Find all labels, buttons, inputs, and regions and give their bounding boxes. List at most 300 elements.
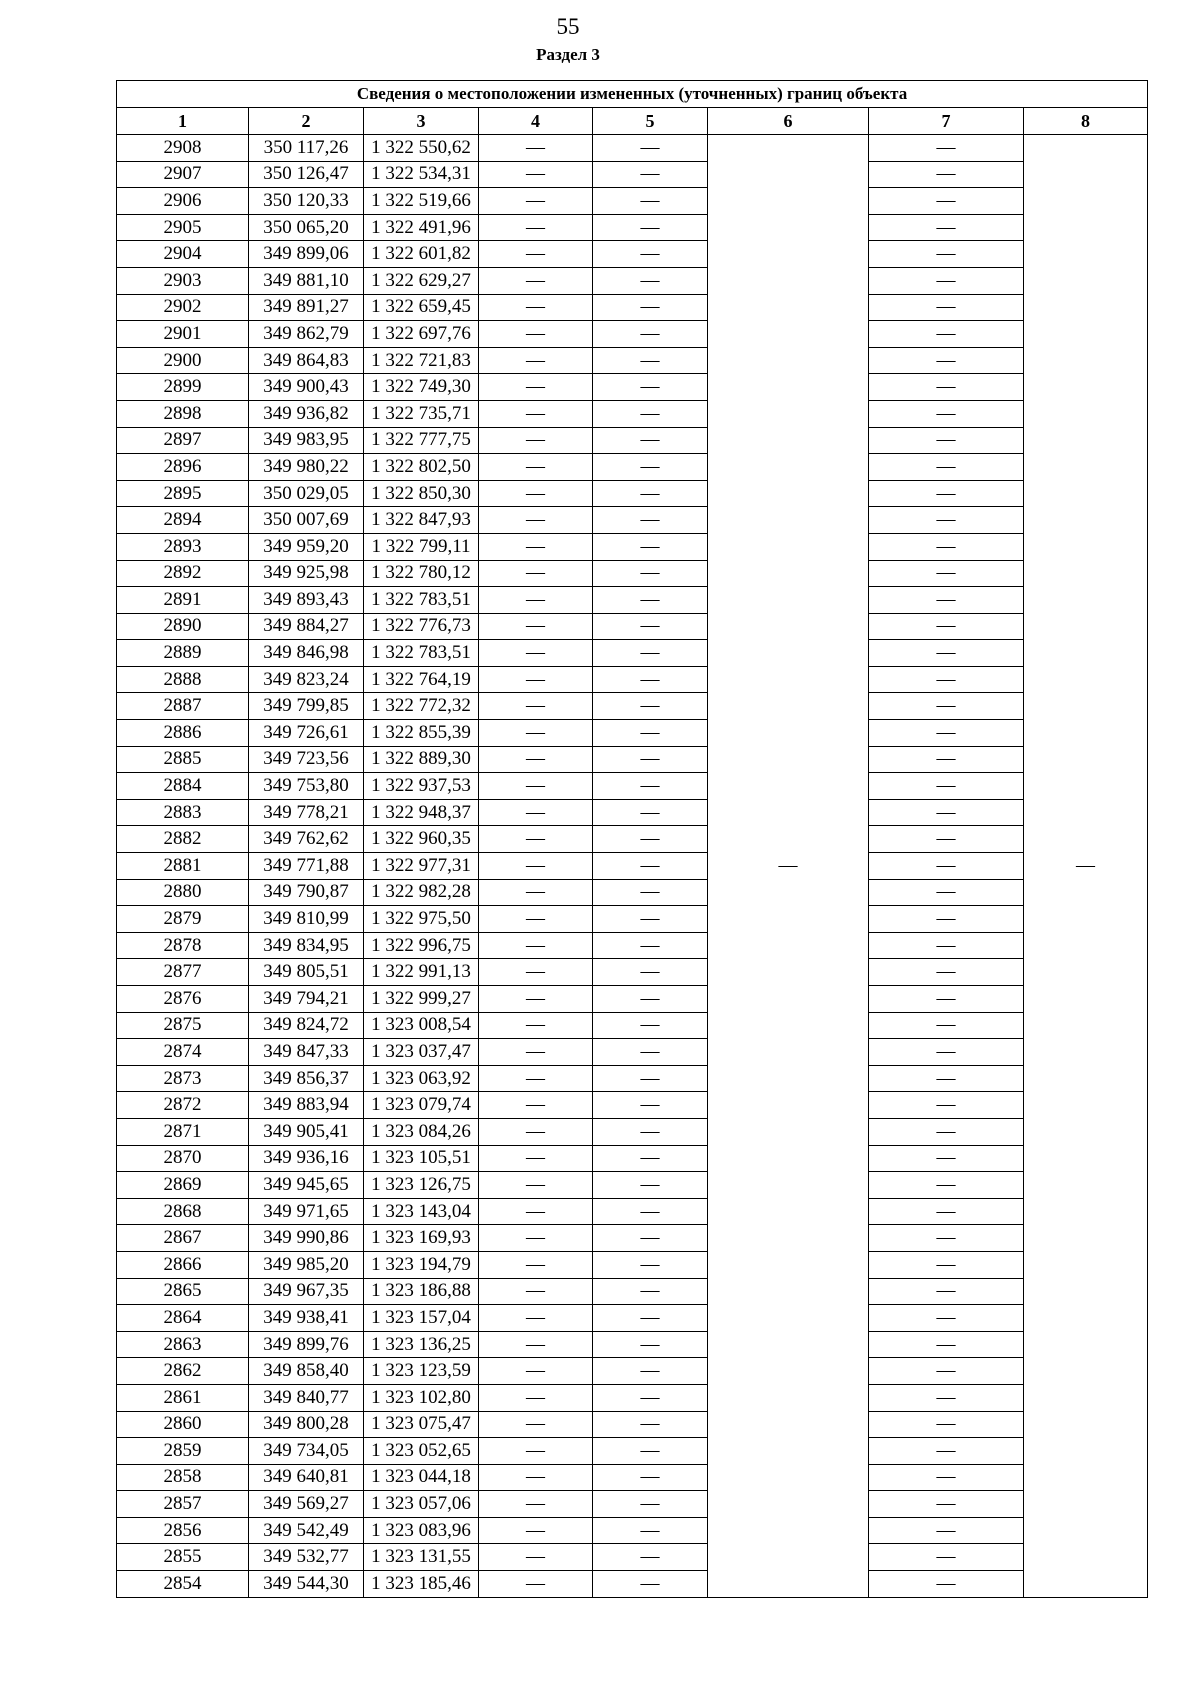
column-5-dash-cell: — <box>593 773 708 800</box>
x-coordinate-cell: 349 925,98 <box>249 560 364 587</box>
column-7-dash-cell: — <box>869 427 1024 454</box>
column-7-dash-cell: — <box>869 135 1024 162</box>
x-coordinate-cell: 349 569,27 <box>249 1491 364 1518</box>
y-coordinate-cell: 1 322 749,30 <box>364 374 479 401</box>
x-coordinate-cell: 349 881,10 <box>249 267 364 294</box>
column-5-dash-cell: — <box>593 400 708 427</box>
column-7-dash-cell: — <box>869 746 1024 773</box>
y-coordinate-cell: 1 323 057,06 <box>364 1491 479 1518</box>
column-4-dash-cell: — <box>479 507 593 534</box>
y-coordinate-cell: 1 323 131,55 <box>364 1544 479 1571</box>
column-4-dash-cell: — <box>479 1172 593 1199</box>
table-row <box>117 294 1148 321</box>
table-row <box>117 374 1148 401</box>
column-5-dash-cell: — <box>593 1438 708 1465</box>
x-coordinate-cell: 349 967,35 <box>249 1278 364 1305</box>
point-number-cell: 2872 <box>117 1092 249 1119</box>
table-row <box>117 853 1148 880</box>
x-coordinate-cell: 349 805,51 <box>249 959 364 986</box>
table-row <box>117 347 1148 374</box>
column-4-dash-cell: — <box>479 959 593 986</box>
point-number-cell: 2871 <box>117 1118 249 1145</box>
x-coordinate-cell: 349 900,43 <box>249 374 364 401</box>
column-5-dash-cell: — <box>593 879 708 906</box>
y-coordinate-cell: 1 323 063,92 <box>364 1065 479 1092</box>
column-5-dash-cell: — <box>593 640 708 667</box>
table-row <box>117 454 1148 481</box>
x-coordinate-cell: 349 542,49 <box>249 1517 364 1544</box>
column-5-dash-cell: — <box>593 1012 708 1039</box>
column-4-dash-cell: — <box>479 1092 593 1119</box>
point-number-cell: 2877 <box>117 959 249 986</box>
y-coordinate-cell: 1 322 855,39 <box>364 720 479 747</box>
y-coordinate-cell: 1 322 889,30 <box>364 746 479 773</box>
column-4-dash-cell: — <box>479 1039 593 1066</box>
column-7-dash-cell: — <box>869 1305 1024 1332</box>
column-number: 7 <box>869 108 1024 135</box>
y-coordinate-cell: 1 322 780,12 <box>364 560 479 587</box>
table-body <box>117 135 1148 1598</box>
table-row <box>117 1331 1148 1358</box>
y-coordinate-cell: 1 323 105,51 <box>364 1145 479 1172</box>
y-coordinate-cell: 1 323 084,26 <box>364 1118 479 1145</box>
column-5-dash-cell: — <box>593 1251 708 1278</box>
point-number-cell: 2894 <box>117 507 249 534</box>
table-row <box>117 879 1148 906</box>
column-7-dash-cell: — <box>869 666 1024 693</box>
y-coordinate-cell: 1 322 772,32 <box>364 693 479 720</box>
y-coordinate-cell: 1 323 143,04 <box>364 1198 479 1225</box>
x-coordinate-cell: 349 734,05 <box>249 1438 364 1465</box>
column-4-dash-cell: — <box>479 1438 593 1465</box>
column-4-dash-cell: — <box>479 1571 593 1598</box>
x-coordinate-cell: 350 120,33 <box>249 188 364 215</box>
column-4-dash-cell: — <box>479 560 593 587</box>
table-row <box>117 587 1148 614</box>
column-4-dash-cell: — <box>479 720 593 747</box>
column-5-dash-cell: — <box>593 746 708 773</box>
column-5-dash-cell: — <box>593 294 708 321</box>
point-number-cell: 2878 <box>117 932 249 959</box>
column-7-dash-cell: — <box>869 1065 1024 1092</box>
column-7-dash-cell: — <box>869 188 1024 215</box>
column-7-dash-cell: — <box>869 294 1024 321</box>
point-number-cell: 2863 <box>117 1331 249 1358</box>
y-coordinate-cell: 1 322 982,28 <box>364 879 479 906</box>
page-number: 55 <box>556 14 580 39</box>
column-5-dash-cell: — <box>593 826 708 853</box>
table-row <box>117 1118 1148 1145</box>
column-number: 1 <box>117 108 249 135</box>
column-7-dash-cell: — <box>869 480 1024 507</box>
x-coordinate-cell: 350 117,26 <box>249 135 364 162</box>
x-coordinate-cell: 349 790,87 <box>249 879 364 906</box>
x-coordinate-cell: 349 778,21 <box>249 799 364 826</box>
point-number-cell: 2907 <box>117 161 249 188</box>
column-7-dash-cell: — <box>869 906 1024 933</box>
table-row <box>117 666 1148 693</box>
column-4-dash-cell: — <box>479 1331 593 1358</box>
point-number-cell: 2889 <box>117 640 249 667</box>
column-4-dash-cell: — <box>479 1118 593 1145</box>
column-5-dash-cell: — <box>593 693 708 720</box>
column-5-dash-cell: — <box>593 1039 708 1066</box>
column-5-dash-cell: — <box>593 533 708 560</box>
y-coordinate-cell: 1 323 052,65 <box>364 1438 479 1465</box>
column-7-dash-cell: — <box>869 533 1024 560</box>
column-5-dash-cell: — <box>593 1172 708 1199</box>
point-number-cell: 2904 <box>117 241 249 268</box>
table-row <box>117 1092 1148 1119</box>
point-number-cell: 2902 <box>117 294 249 321</box>
y-coordinate-cell: 1 323 037,47 <box>364 1039 479 1066</box>
y-coordinate-cell: 1 322 735,71 <box>364 400 479 427</box>
x-coordinate-cell: 350 007,69 <box>249 507 364 534</box>
column-4-dash-cell: — <box>479 1384 593 1411</box>
column-5-dash-cell: — <box>593 1278 708 1305</box>
column-7-dash-cell: — <box>869 959 1024 986</box>
y-coordinate-cell: 1 322 519,66 <box>364 188 479 215</box>
x-coordinate-cell: 349 726,61 <box>249 720 364 747</box>
x-coordinate-cell: 349 891,27 <box>249 294 364 321</box>
column-5-dash-cell: — <box>593 1571 708 1598</box>
column-7-dash-cell: — <box>869 613 1024 640</box>
point-number-cell: 2908 <box>117 135 249 162</box>
column-7-dash-cell: — <box>869 1517 1024 1544</box>
x-coordinate-cell: 350 029,05 <box>249 480 364 507</box>
table-row <box>117 773 1148 800</box>
point-number-cell: 2866 <box>117 1251 249 1278</box>
column-7-dash-cell: — <box>869 347 1024 374</box>
point-number-cell: 2860 <box>117 1411 249 1438</box>
table-row <box>117 1039 1148 1066</box>
column-4-dash-cell: — <box>479 294 593 321</box>
point-number-cell: 2887 <box>117 693 249 720</box>
y-coordinate-cell: 1 322 776,73 <box>364 613 479 640</box>
column-5-dash-cell: — <box>593 241 708 268</box>
column-5-dash-cell: — <box>593 1358 708 1385</box>
y-coordinate-cell: 1 322 977,31 <box>364 853 479 880</box>
y-coordinate-cell: 1 323 044,18 <box>364 1464 479 1491</box>
x-coordinate-cell: 349 938,41 <box>249 1305 364 1332</box>
y-coordinate-cell: 1 322 960,35 <box>364 826 479 853</box>
x-coordinate-cell: 349 810,99 <box>249 906 364 933</box>
x-coordinate-cell: 349 771,88 <box>249 853 364 880</box>
column-7-dash-cell: — <box>869 267 1024 294</box>
point-number-cell: 2903 <box>117 267 249 294</box>
column-4-dash-cell: — <box>479 321 593 348</box>
column-4-dash-cell: — <box>479 533 593 560</box>
y-coordinate-cell: 1 322 850,30 <box>364 480 479 507</box>
column-7-dash-cell: — <box>869 826 1024 853</box>
table-row <box>117 533 1148 560</box>
y-coordinate-cell: 1 322 783,51 <box>364 640 479 667</box>
column-4-dash-cell: — <box>479 1065 593 1092</box>
table-row <box>117 241 1148 268</box>
table-row <box>117 1251 1148 1278</box>
column-5-dash-cell: — <box>593 507 708 534</box>
x-coordinate-cell: 349 936,82 <box>249 400 364 427</box>
point-number-cell: 2905 <box>117 214 249 241</box>
y-coordinate-cell: 1 322 996,75 <box>364 932 479 959</box>
column-5-dash-cell: — <box>593 1384 708 1411</box>
x-coordinate-cell: 349 544,30 <box>249 1571 364 1598</box>
x-coordinate-cell: 349 856,37 <box>249 1065 364 1092</box>
y-coordinate-cell: 1 322 999,27 <box>364 986 479 1013</box>
x-coordinate-cell: 349 640,81 <box>249 1464 364 1491</box>
column-7-dash-cell: — <box>869 1544 1024 1571</box>
column-4-dash-cell: — <box>479 666 593 693</box>
column-5-dash-cell: — <box>593 1544 708 1571</box>
table-row <box>117 932 1148 959</box>
point-number-cell: 2870 <box>117 1145 249 1172</box>
x-coordinate-cell: 349 858,40 <box>249 1358 364 1385</box>
point-number-cell: 2865 <box>117 1278 249 1305</box>
table-row <box>117 214 1148 241</box>
column-4-dash-cell: — <box>479 613 593 640</box>
point-number-cell: 2875 <box>117 1012 249 1039</box>
y-coordinate-cell: 1 323 102,80 <box>364 1384 479 1411</box>
column-5-dash-cell: — <box>593 454 708 481</box>
column-7-dash-cell: — <box>869 587 1024 614</box>
column-7-dash-cell: — <box>869 1039 1024 1066</box>
point-number-cell: 2858 <box>117 1464 249 1491</box>
column-4-dash-cell: — <box>479 1305 593 1332</box>
column-4-dash-cell: — <box>479 427 593 454</box>
x-coordinate-cell: 349 990,86 <box>249 1225 364 1252</box>
x-coordinate-cell: 349 532,77 <box>249 1544 364 1571</box>
point-number-cell: 2869 <box>117 1172 249 1199</box>
column-5-dash-cell: — <box>593 1198 708 1225</box>
column-4-dash-cell: — <box>479 1251 593 1278</box>
column-7-dash-cell: — <box>869 932 1024 959</box>
point-number-cell: 2861 <box>117 1384 249 1411</box>
table-row <box>117 400 1148 427</box>
column-7-dash-cell: — <box>869 1331 1024 1358</box>
column-8-merged-cell: — <box>1024 135 1148 1598</box>
point-number-cell: 2882 <box>117 826 249 853</box>
column-4-dash-cell: — <box>479 135 593 162</box>
column-5-dash-cell: — <box>593 799 708 826</box>
column-4-dash-cell: — <box>479 932 593 959</box>
column-7-dash-cell: — <box>869 1198 1024 1225</box>
column-5-dash-cell: — <box>593 986 708 1013</box>
table-row <box>117 480 1148 507</box>
column-7-dash-cell: — <box>869 853 1024 880</box>
column-5-dash-cell: — <box>593 1305 708 1332</box>
column-4-dash-cell: — <box>479 826 593 853</box>
y-coordinate-cell: 1 323 185,46 <box>364 1571 479 1598</box>
column-5-dash-cell: — <box>593 932 708 959</box>
x-coordinate-cell: 349 823,24 <box>249 666 364 693</box>
column-7-dash-cell: — <box>869 799 1024 826</box>
x-coordinate-cell: 349 945,65 <box>249 1172 364 1199</box>
x-coordinate-cell: 349 983,95 <box>249 427 364 454</box>
column-4-dash-cell: — <box>479 480 593 507</box>
column-7-dash-cell: — <box>869 773 1024 800</box>
x-coordinate-cell: 349 883,94 <box>249 1092 364 1119</box>
x-coordinate-cell: 349 905,41 <box>249 1118 364 1145</box>
table-row <box>117 1225 1148 1252</box>
point-number-cell: 2898 <box>117 400 249 427</box>
column-4-dash-cell: — <box>479 1278 593 1305</box>
column-7-dash-cell: — <box>869 1464 1024 1491</box>
column-7-dash-cell: — <box>869 640 1024 667</box>
table-row <box>117 799 1148 826</box>
point-number-cell: 2867 <box>117 1225 249 1252</box>
x-coordinate-cell: 349 824,72 <box>249 1012 364 1039</box>
table-row <box>117 1305 1148 1332</box>
column-number-row <box>117 108 1148 135</box>
table-row <box>117 267 1148 294</box>
x-coordinate-cell: 349 840,77 <box>249 1384 364 1411</box>
x-coordinate-cell: 349 899,76 <box>249 1331 364 1358</box>
point-number-cell: 2881 <box>117 853 249 880</box>
column-7-dash-cell: — <box>869 1358 1024 1385</box>
column-4-dash-cell: — <box>479 986 593 1013</box>
column-7-dash-cell: — <box>869 1145 1024 1172</box>
y-coordinate-cell: 1 323 075,47 <box>364 1411 479 1438</box>
column-4-dash-cell: — <box>479 587 593 614</box>
point-number-cell: 2892 <box>117 560 249 587</box>
y-coordinate-cell: 1 322 799,11 <box>364 533 479 560</box>
column-4-dash-cell: — <box>479 347 593 374</box>
y-coordinate-cell: 1 323 083,96 <box>364 1517 479 1544</box>
y-coordinate-cell: 1 322 937,53 <box>364 773 479 800</box>
column-4-dash-cell: — <box>479 879 593 906</box>
point-number-cell: 2891 <box>117 587 249 614</box>
column-5-dash-cell: — <box>593 427 708 454</box>
column-7-dash-cell: — <box>869 693 1024 720</box>
table-row <box>117 1544 1148 1571</box>
column-5-dash-cell: — <box>593 321 708 348</box>
column-7-dash-cell: — <box>869 1278 1024 1305</box>
y-coordinate-cell: 1 322 491,96 <box>364 214 479 241</box>
column-number: 6 <box>708 108 869 135</box>
point-number-cell: 2883 <box>117 799 249 826</box>
column-7-dash-cell: — <box>869 1012 1024 1039</box>
x-coordinate-cell: 349 723,56 <box>249 746 364 773</box>
point-number-cell: 2854 <box>117 1571 249 1598</box>
x-coordinate-cell: 349 753,80 <box>249 773 364 800</box>
point-number-cell: 2857 <box>117 1491 249 1518</box>
point-number-cell: 2864 <box>117 1305 249 1332</box>
point-number-cell: 2862 <box>117 1358 249 1385</box>
point-number-cell: 2880 <box>117 879 249 906</box>
column-number: 4 <box>479 108 593 135</box>
y-coordinate-cell: 1 322 721,83 <box>364 347 479 374</box>
column-4-dash-cell: — <box>479 241 593 268</box>
table-row <box>117 1278 1148 1305</box>
column-4-dash-cell: — <box>479 640 593 667</box>
x-coordinate-cell: 349 884,27 <box>249 613 364 640</box>
column-7-dash-cell: — <box>869 507 1024 534</box>
column-number: 8 <box>1024 108 1148 135</box>
column-5-dash-cell: — <box>593 1092 708 1119</box>
column-4-dash-cell: — <box>479 214 593 241</box>
y-coordinate-cell: 1 322 802,50 <box>364 454 479 481</box>
point-number-cell: 2876 <box>117 986 249 1013</box>
x-coordinate-cell: 349 800,28 <box>249 1411 364 1438</box>
point-number-cell: 2873 <box>117 1065 249 1092</box>
column-7-dash-cell: — <box>869 1491 1024 1518</box>
x-coordinate-cell: 349 862,79 <box>249 321 364 348</box>
column-5-dash-cell: — <box>593 374 708 401</box>
table-row <box>117 1411 1148 1438</box>
column-4-dash-cell: — <box>479 1411 593 1438</box>
column-4-dash-cell: — <box>479 853 593 880</box>
y-coordinate-cell: 1 323 186,88 <box>364 1278 479 1305</box>
column-4-dash-cell: — <box>479 1012 593 1039</box>
x-coordinate-cell: 349 794,21 <box>249 986 364 1013</box>
table-row <box>117 1438 1148 1465</box>
y-coordinate-cell: 1 323 126,75 <box>364 1172 479 1199</box>
column-4-dash-cell: — <box>479 773 593 800</box>
column-4-dash-cell: — <box>479 1358 593 1385</box>
column-4-dash-cell: — <box>479 188 593 215</box>
x-coordinate-cell: 349 899,06 <box>249 241 364 268</box>
x-coordinate-cell: 350 065,20 <box>249 214 364 241</box>
point-number-cell: 2888 <box>117 666 249 693</box>
table-row <box>117 1065 1148 1092</box>
column-7-dash-cell: — <box>869 400 1024 427</box>
column-4-dash-cell: — <box>479 1464 593 1491</box>
table-row <box>117 720 1148 747</box>
column-6-merged-cell: — <box>708 135 869 1598</box>
column-4-dash-cell: — <box>479 1544 593 1571</box>
point-number-cell: 2893 <box>117 533 249 560</box>
column-5-dash-cell: — <box>593 560 708 587</box>
column-4-dash-cell: — <box>479 906 593 933</box>
column-5-dash-cell: — <box>593 1065 708 1092</box>
column-5-dash-cell: — <box>593 613 708 640</box>
table-row <box>117 613 1148 640</box>
column-5-dash-cell: — <box>593 1517 708 1544</box>
x-coordinate-cell: 349 799,85 <box>249 693 364 720</box>
point-number-cell: 2899 <box>117 374 249 401</box>
column-7-dash-cell: — <box>869 1411 1024 1438</box>
y-coordinate-cell: 1 323 136,25 <box>364 1331 479 1358</box>
table-row <box>117 1145 1148 1172</box>
column-7-dash-cell: — <box>869 1225 1024 1252</box>
y-coordinate-cell: 1 323 008,54 <box>364 1012 479 1039</box>
column-7-dash-cell: — <box>869 879 1024 906</box>
x-coordinate-cell: 349 936,16 <box>249 1145 364 1172</box>
column-5-dash-cell: — <box>593 161 708 188</box>
point-number-cell: 2884 <box>117 773 249 800</box>
table-caption: Сведения о местоположении измененных (уточненных) границ объекта <box>117 81 1148 108</box>
column-4-dash-cell: — <box>479 454 593 481</box>
point-number-cell: 2906 <box>117 188 249 215</box>
column-7-dash-cell: — <box>869 1251 1024 1278</box>
table-row <box>117 1012 1148 1039</box>
y-coordinate-cell: 1 322 783,51 <box>364 587 479 614</box>
point-number-cell: 2901 <box>117 321 249 348</box>
y-coordinate-cell: 1 322 659,45 <box>364 294 479 321</box>
x-coordinate-cell: 349 846,98 <box>249 640 364 667</box>
column-5-dash-cell: — <box>593 347 708 374</box>
table-row <box>117 507 1148 534</box>
x-coordinate-cell: 350 126,47 <box>249 161 364 188</box>
y-coordinate-cell: 1 322 697,76 <box>364 321 479 348</box>
column-5-dash-cell: — <box>593 135 708 162</box>
column-7-dash-cell: — <box>869 374 1024 401</box>
column-7-dash-cell: — <box>869 241 1024 268</box>
column-5-dash-cell: — <box>593 188 708 215</box>
y-coordinate-cell: 1 322 629,27 <box>364 267 479 294</box>
column-7-dash-cell: — <box>869 1118 1024 1145</box>
column-5-dash-cell: — <box>593 853 708 880</box>
